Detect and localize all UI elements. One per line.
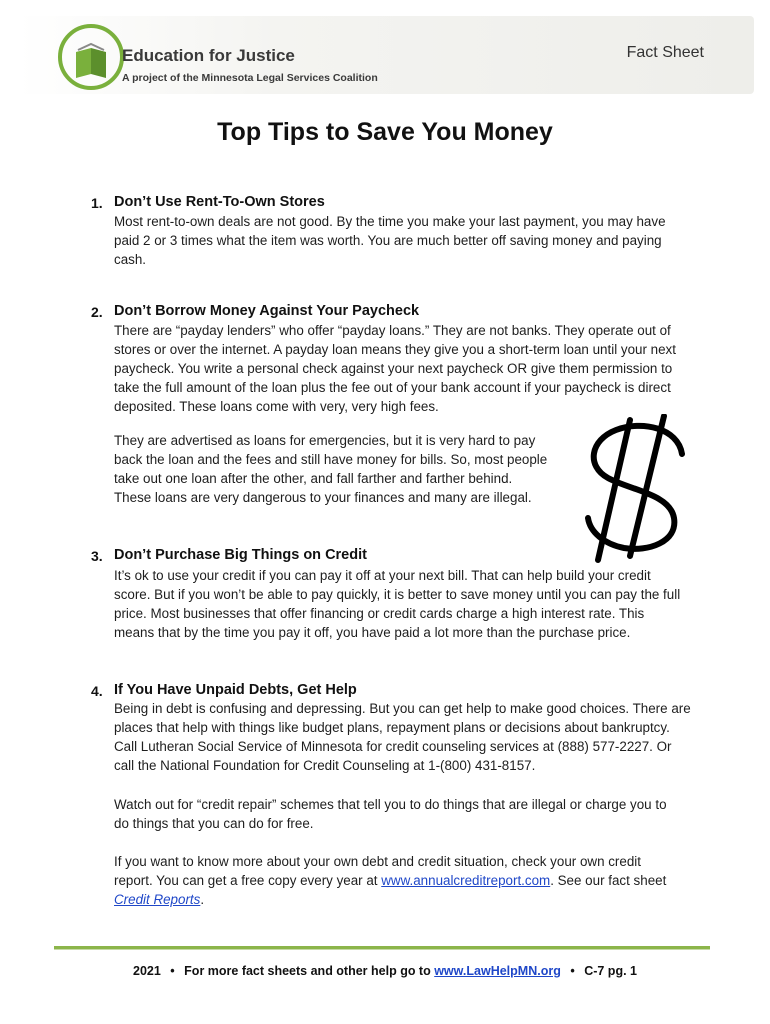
tip-paragraph — [114, 566, 680, 642]
text-line: Watch out for “credit repair” schemes that tell you to do things that are illegal or charge you to — [114, 797, 667, 812]
tip-heading: Don’t Use Rent-To-Own Stores — [114, 194, 325, 210]
tip-paragraph — [114, 431, 547, 507]
text-line: places that help with things like budget plans, repayment plans or decisions about bankruptcy. — [114, 720, 670, 735]
text-line: price. Most businesses that offer financing or credit cards charge a high interest rate. This — [114, 606, 645, 621]
text-line: If you want to know more about your own debt and credit situation, check your own credit — [114, 854, 641, 869]
text-line: Most rent-to-own deals are not good. By the time you make your last payment, you may have — [114, 214, 666, 229]
text-line: take the full amount of the loan plus the fee out of your bank account if your paycheck is direct — [114, 380, 671, 395]
tip-paragraph — [114, 699, 691, 775]
text-line: There are “payday lenders” who offer “payday loans.” They are not banks. They operate out of — [114, 323, 671, 338]
org-tagline: A project of the Minnesota Legal Services Coalition — [122, 72, 378, 84]
footer-year: 2021 — [133, 964, 161, 978]
tip-number: 1. — [91, 195, 103, 211]
text-line: stores or over the internet. A payday loan means they give you a short-term loan until your next — [114, 342, 676, 357]
page-title: Top Tips to Save You Money — [217, 118, 553, 146]
footer-divider — [54, 946, 710, 950]
footer-bullet: • — [170, 964, 175, 978]
tip-number: 4. — [91, 683, 103, 699]
text-line: paid 2 or 3 times what the item was worth. You are much better off saving money and paying — [114, 233, 662, 248]
book-in-circle-icon — [56, 22, 126, 92]
footer-bullet: • — [570, 964, 575, 978]
footer-page-number: C-7 pg. 1 — [584, 964, 637, 978]
tip-number: 3. — [91, 548, 103, 564]
text-line: deposited. These loans come with very, very high fees. — [114, 399, 439, 414]
text-segment: report. You can get a free copy every year at — [114, 873, 382, 888]
tip-paragraph — [114, 795, 667, 833]
footer-text: For more fact sheets and other help go to — [184, 964, 435, 978]
text-line: Being in debt is confusing and depressing. But you can get help to make good choices. There are — [114, 701, 691, 716]
doc-type-label: Fact Sheet — [626, 44, 704, 61]
text-line: back the loan and the fees and still have money for bills. So, most people — [114, 452, 548, 467]
tip-paragraph — [114, 852, 666, 909]
text-line — [114, 871, 666, 890]
text-segment: . See our fact sheet — [550, 873, 667, 888]
text-line: take out one loan after the other, and fall farther and farther behind. — [114, 471, 513, 486]
footer — [0, 964, 770, 978]
text-line: cash. — [114, 252, 147, 267]
lawhelpmn-link[interactable]: www.LawHelpMN.org — [434, 964, 561, 978]
text-line: It’s ok to use your credit if you can pay it off at your next bill. That can help build your credit — [114, 568, 651, 583]
annualcreditreport-link[interactable]: www.annualcreditreport.com — [381, 873, 551, 888]
tip-heading: Don’t Purchase Big Things on Credit — [114, 547, 367, 563]
text-line: They are advertised as loans for emergencies, but it is very hard to pay — [114, 433, 536, 448]
tip-paragraph — [114, 212, 666, 269]
dollar-sign-icon — [578, 414, 698, 564]
text-line: Call Lutheran Social Service of Minnesota for credit counseling services at (888) 577-2227. Or — [114, 739, 672, 754]
text-line: paycheck. You write a personal check against your next paycheck OR give them permission to — [114, 361, 673, 376]
org-name: Education for Justice — [122, 46, 295, 65]
tip-paragraph — [114, 321, 676, 416]
text-line: call the National Foundation for Credit Counseling at 1-(800) 431-8157. — [114, 758, 536, 773]
text-line: means that by the time you pay it off, you have paid a lot more than the purchase price. — [114, 625, 631, 640]
credit-reports-link[interactable]: Credit Reports — [114, 892, 201, 907]
tip-heading: Don’t Borrow Money Against Your Paycheck — [114, 303, 420, 319]
text-segment: . — [200, 892, 205, 907]
text-line: These loans are very dangerous to your finances and many are illegal. — [114, 490, 532, 505]
text-line: do things that you can do for free. — [114, 816, 314, 831]
text-line: score. But if you won’t be able to pay quickly, it is better to save money until you can pay the full — [114, 587, 681, 602]
tip-number: 2. — [91, 304, 103, 320]
text-line — [114, 890, 666, 909]
tip-heading: If You Have Unpaid Debts, Get Help — [114, 682, 357, 698]
